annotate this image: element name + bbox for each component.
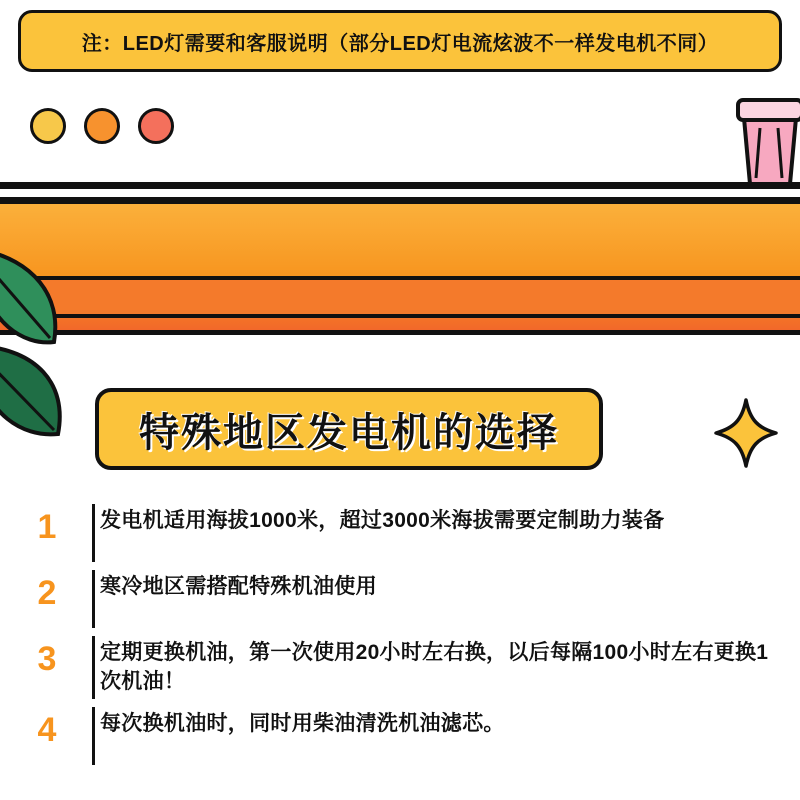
tips-list [16,500,796,769]
page-title: 特殊地区发电机的选择 [139,410,559,455]
list-item [16,632,796,703]
dot-yellow [30,108,66,144]
list-item [16,703,796,769]
divider-line-second [0,197,800,204]
list-item-number: 3 [37,640,57,678]
list-item-number: 4 [37,710,57,749]
list-item-divider [92,636,95,699]
list-item-text: 定期更换机油，第一次使用20小时左右换，以后每隔100小时左右更换1次机油！ [100,641,769,694]
list-item [16,500,796,566]
divider-line-top [0,182,800,189]
list-item-divider [92,707,95,765]
list-item-text: 每次换机油时，同时用柴油清洗机油滤芯。 [100,711,505,735]
list-item-text: 发电机适用海拔1000米，超过3000米海拔需要定制助力装备 [100,509,665,532]
dots-row [30,108,174,144]
note-text: 注：LED灯需要和客服说明（部分LED灯电流炫波不一样发电机不同） [81,32,719,55]
cup-icon [734,92,800,188]
list-item-number: 1 [37,508,57,546]
note-box [18,10,782,72]
list-item-text: 寒冷地区需搭配特殊机油使用 [100,575,377,598]
dot-salmon [138,108,174,144]
sparkle-icon [714,398,778,468]
dot-orange [84,108,120,144]
list-item-divider [92,570,95,628]
list-item-number: 2 [37,574,57,612]
list-item [16,566,796,632]
list-item-divider [92,504,95,562]
section-heading [95,388,603,470]
